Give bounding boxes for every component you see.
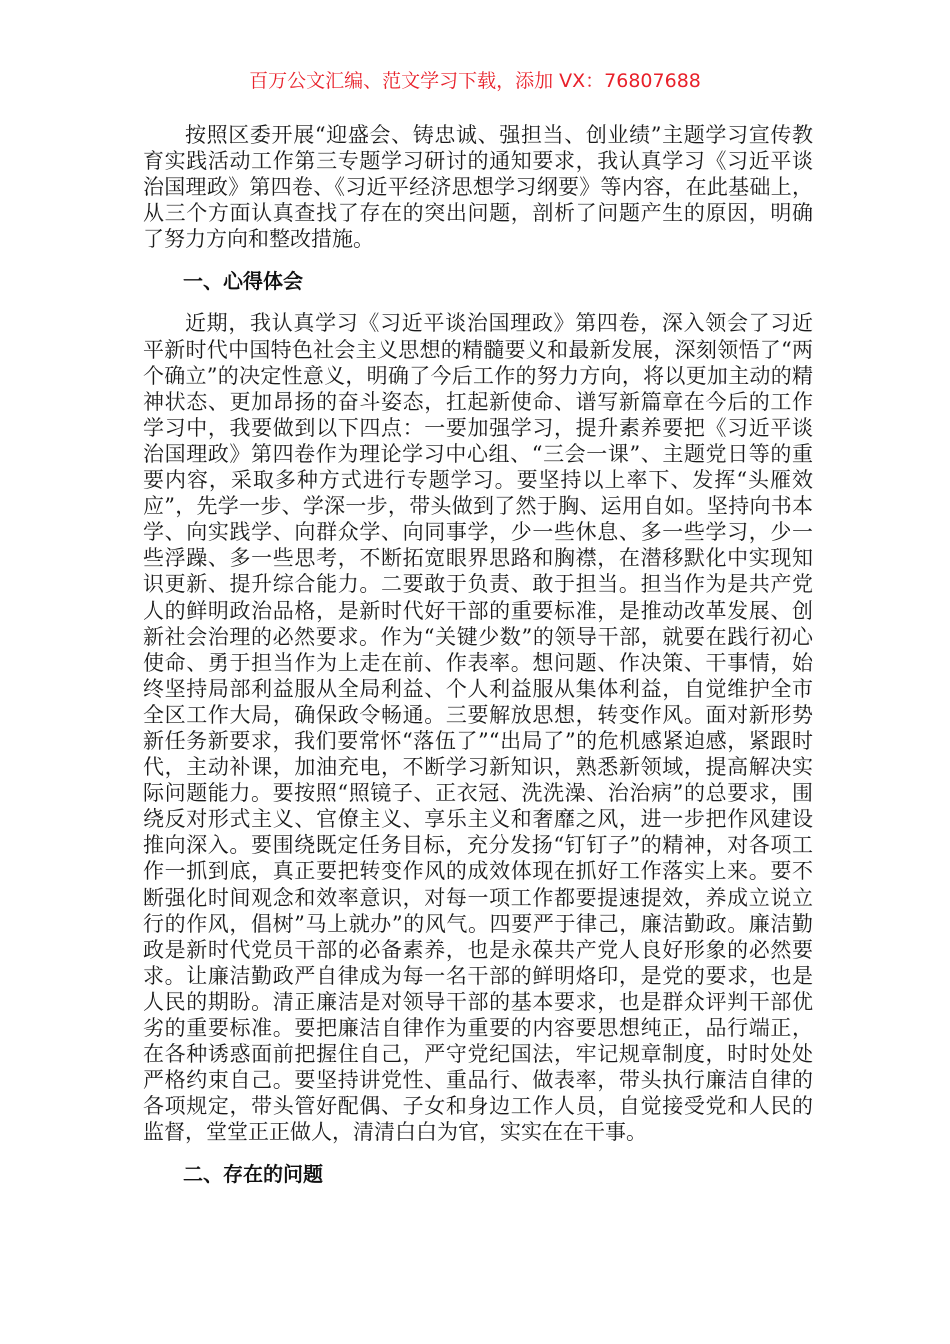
section-heading-problems: 二、存在的问题 [183, 1162, 323, 1187]
document-body [143, 122, 813, 1203]
section-heading-insights: 一、心得体会 [183, 269, 303, 294]
section-body-insights: 近期，我认真学习《习近平谈治国理政》第四卷，深入领会了习近平新时代中国特色社会主义思想的精髓要义和最新发展，深刻领悟了“两个确立”的决定性意义，明确了今后工作的努力方向，将以更加主动的精神状态、更加昂扬的奋斗姿态，扛起新使命、谱写新篇章在今后的工作学习中，我要做到以下四点：一要加强学习，提升素养要把《习近平谈治国理政》第四卷作为理论学习中心组、“三会一课”、主题党日等的重要内容，采取多种方式进行专题学习。要坚持以上率下、发挥“头雁效应”，先学一步、学深一步，带头做到了然于胸、运用自如。坚持向书本学、向实践学、向群众学、向同事学，少一些休息、多一些学习，少一些浮躁、多一些思考，不断拓宽眼界思路和胸襟，在潜移默化中实现知识更新、提升综合能力。二要敢于负责、敢于担当。担当作为是共产党人的鲜明政治品格，是新时代好干部的重要标准，是推动改革发展、创新社会治理的必然要求。作为“关键少数”的领导干部，就要在践行初心使命、勇于担当作为上走在前、作表率。想问题、作决策、干事情，始终坚持局部利益服从全局利益、个人利益服从集体利益，自觉维护全市全区工作大局，确保政令畅通。三要解放思想，转变作风。面对新形势新任务新要求，我们要常怀“落伍了”“出局了”的危机感紧迫感，紧跟时代，主动补课，加油充电，不断学习新知识，熟悉新领域，提高解决实际问题能力。要按照“照镜子、正衣冠、洗洗澡、治治病”的总要求，围绕反对形式主义、官僚主义、享乐主义和奢靡之风，进一步把作风建设推向深入。要围绕既定任务目标，充分发扬“钉钉子”的精神，对各项工作一抓到底，真正要把转变作风的成效体现在抓好工作落实上来。要不断强化时间观念和效率意识，对每一项工作都要提速提效，养成立说立行的作风，倡树”马上就办”的风气。四要严于律己，廉洁勤政。廉洁勤政是新时代党员干部的必备素养，也是永葆共产党人良好形象的必然要求。让廉洁勤政严自律成为每一名干部的鲜明烙印，是党的要求，也是人民的期盼。清正廉洁是对领导干部的基本要求，也是群众评判干部优劣的重要标准。要把廉洁自律作为重要的内容要思想纯正，品行端正，在各种诱惑面前把握住自己，严守党纪国法，牢记规章制度，时时处处严格约束自己。要坚持讲党性、重品行、做表率，带头执行廉洁自律的各项规定，带头管好配偶、子女和身边工作人员，自觉接受党和人民的监督，堂堂正正做人，清清白白为官，实实在在干事。 [143, 311, 813, 1145]
promo-header-banner: 百万公文汇编、范文学习下载，添加 VX：76807688 [249, 70, 701, 92]
intro-paragraph: 按照区委开展“迎盛会、铸忠诚、强担当、创业绩”主题学习宣传教育实践活动工作第三专题学习研讨的通知要求，我认真学习《习近平谈治国理政》第四卷、《习近平经济思想学习纲要》等内容，在此基础上，从三个方面认真查找了存在的突出问题，剖析了问题产生的原因，明确了努力方向和整改措施。 [143, 123, 813, 252]
